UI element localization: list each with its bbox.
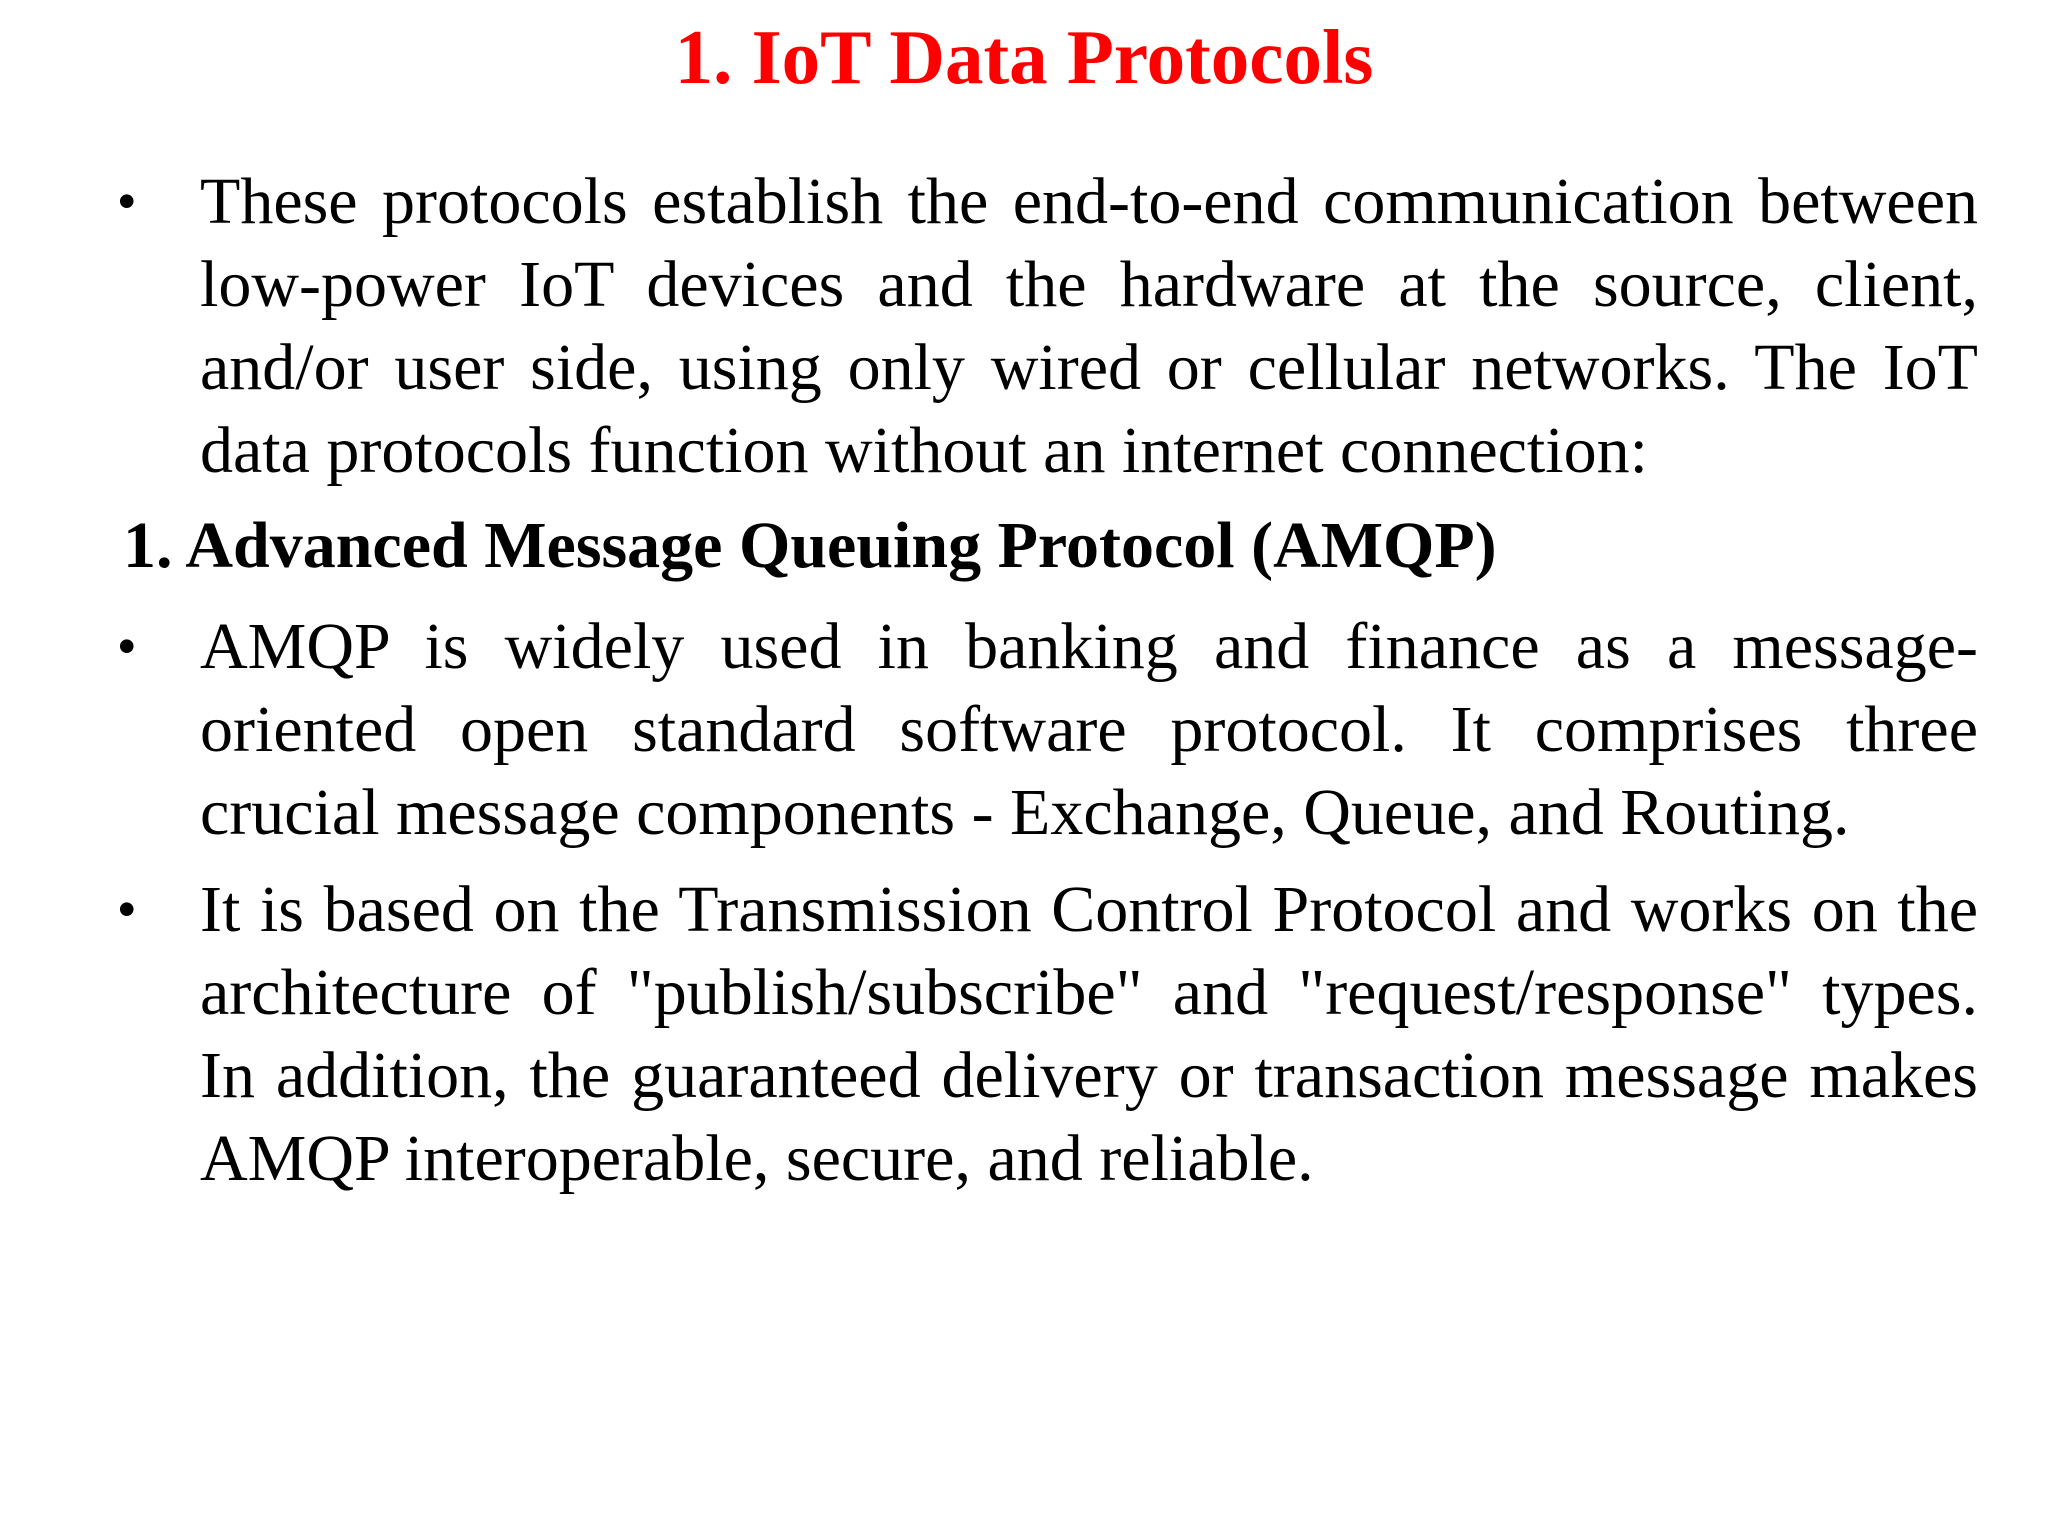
slide-title: 1. IoT Data Protocols [674,14,1374,100]
section-bullet [118,605,1978,854]
intro-bullet-text: These protocols establish the end-to-end communication between low-power IoT devices and the hardware at the source, client, and/or user side, using only wired or cellular networks. The IoT data protocols function without an internet connection: [200,165,1978,487]
bullet-marker: • [118,173,136,229]
section-bullet [118,868,1978,1200]
section-bullet-text: It is based on the Transmission Control Protocol and works on the architecture of "publish/subscribe" and "request/response" types. In addition, the guaranteed delivery or transaction message makes AMQP interoperable, secure, and reliable. [200,873,1978,1195]
bullet-marker: • [118,618,136,674]
bullet-marker: • [118,881,136,937]
section-bullet-text: AMQP is widely used in banking and finance as a message-oriented open standard software protocol. It comprises three crucial message components - Exchange, Queue, and Routing. [200,610,1978,849]
intro-bullet [118,160,1978,492]
section-heading: 1. Advanced Message Queuing Protocol (AMQP) [123,509,1497,582]
